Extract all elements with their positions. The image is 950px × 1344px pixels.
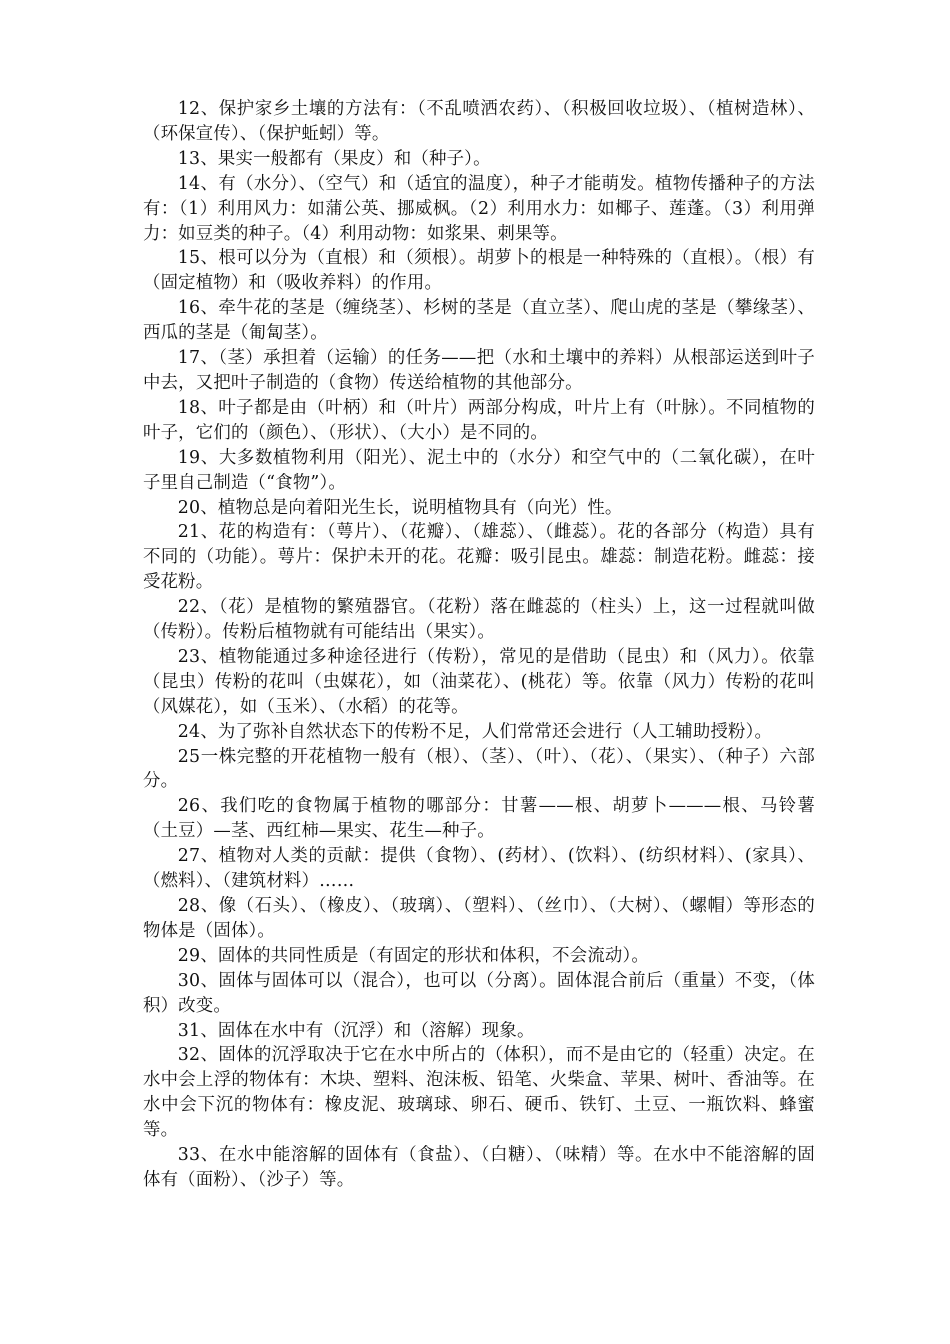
- paragraph-29: 29、固体的共同性质是（有固定的形状和体积，不会流动）。: [177, 945, 649, 966]
- paragraph-14: 14、有（水分）、（空气）和（适宜的温度），种子才能萌发。植物传播种子的方法有：（1）利用风力：如蒲公英、挪威枫。（2）利用水力：如椰子、莲蓬。（3）利用弹力：如豆类的种子。（4）利用动物：如浆果、刺果等。: [143, 173, 815, 244]
- paragraph-22: 22、（花）是植物的繁殖器官。（花粉）落在雌蕊的（柱头）上，这一过程就叫做（传粉）。传粉后植物就有可能结出（果实）。: [143, 597, 815, 643]
- paragraph-21: 21、花的构造有：（萼片）、（花瓣）、（雄蕊）、（雌蕊）。花的各部分（构造）具有不同的（功能）。萼片：保护未开的花。花瓣：吸引昆虫。雄蕊：制造花粉。雌蕊：接受花粉。: [143, 522, 815, 593]
- paragraph-31: 31、固体在水中有（沉浮）和（溶解）现象。: [177, 1020, 535, 1041]
- paragraph-19: 19、大多数植物利用（阳光）、泥土中的（水分）和空气中的（二氧化碳），在叶子里自己制造（“食物”）。: [143, 447, 815, 493]
- paragraph-15: 15、根可以分为（直根）和（须根）。胡萝卜的根是一种特殊的（直根）。（根）有（固定植物）和（吸收养料）的作用。: [143, 248, 815, 294]
- paragraph-18: 18、叶子都是由（叶柄）和（叶片）两部分构成，叶片上有（叶脉）。不同植物的叶子，它们的（颜色）、（形状）、（大小）是不同的。: [143, 397, 815, 443]
- paragraph-33: 33、在水中能溶解的固体有（食盐）、（白糖）、（味精）等。在水中不能溶解的固体有（面粉）、（沙子）等。: [143, 1145, 815, 1190]
- paragraph-25: 25一株完整的开花植物一般有（根）、（茎）、（叶）、（花）、（果实）、（种子）六部分。: [143, 746, 815, 792]
- paragraph-23: 23、植物能通过多种途径进行（传粉），常见的是借助（昆虫）和（风力）。依靠（昆虫）传粉的花叫（虫媒花），如（油菜花）、(桃花）等。依靠（风力）传粉的花叫（风媒花），如（玉米）、（水稻）的花等。: [143, 646, 815, 717]
- paragraph-20: 20、植物总是向着阳光生长，说明植物具有（向光）性。: [177, 497, 623, 518]
- paragraph-27: 27、植物对人类的贡献：提供（食物）、(药材）、(饮料）、(纺织材料）、(家具）、（燃料）、（建筑材料）……: [143, 846, 815, 892]
- paragraph-12: 12、保护家乡土壤的方法有：（不乱喷洒农药）、（积极回收垃圾）、（植树造林）、（环保宣传）、（保护蚯蚓）等。: [143, 99, 815, 144]
- paragraph-28: 28、像（石头）、（橡皮）、（玻璃）、（塑料）、（丝巾）、（大树）、（螺帽）等形态的物体是（固体）。: [143, 896, 815, 941]
- paragraph-13: 13、果实一般都有（果皮）和（种子）。: [177, 148, 491, 169]
- paragraph-17: 17、（茎）承担着（运输）的任务——把（水和土壤中的养料）从根部运送到叶子中去，又把叶子制造的（食物）传送给植物的其他部分。: [143, 348, 815, 393]
- paragraph-16: 16、牵牛花的茎是（缠绕茎）、杉树的茎是（直立茎）、爬山虎的茎是（攀缘茎）、西瓜的茎是（匍匐茎）。: [143, 298, 815, 344]
- paragraph-32: 32、固体的沉浮取决于它在水中所占的（体积），而不是由它的（轻重）决定。在水中会上浮的物体有：木块、塑料、泡沫板、铅笔、火柴盒、苹果、树叶、香油等。在水中会下沉的物体有：橡皮泥、玻璃球、卵石、硬币、铁钉、土豆、一瓶饮料、蜂蜜等。: [143, 1045, 815, 1141]
- paragraph-24: 24、为了弥补自然状态下的传粉不足，人们常常还会进行（人工辅助授粉）。: [177, 721, 773, 742]
- document-page: [143, 97, 815, 1193]
- paragraph-30: 30、固体与固体可以（混合），也可以（分离）。固体混合前后（重量）不变，（体积）改变。: [143, 970, 815, 1016]
- paragraph-26: 26、我们吃的食物属于植物的哪部分：甘薯——根、胡萝卜———根、马铃薯（土豆）—茎、西红柿—果实、花生—种子。: [143, 796, 815, 842]
